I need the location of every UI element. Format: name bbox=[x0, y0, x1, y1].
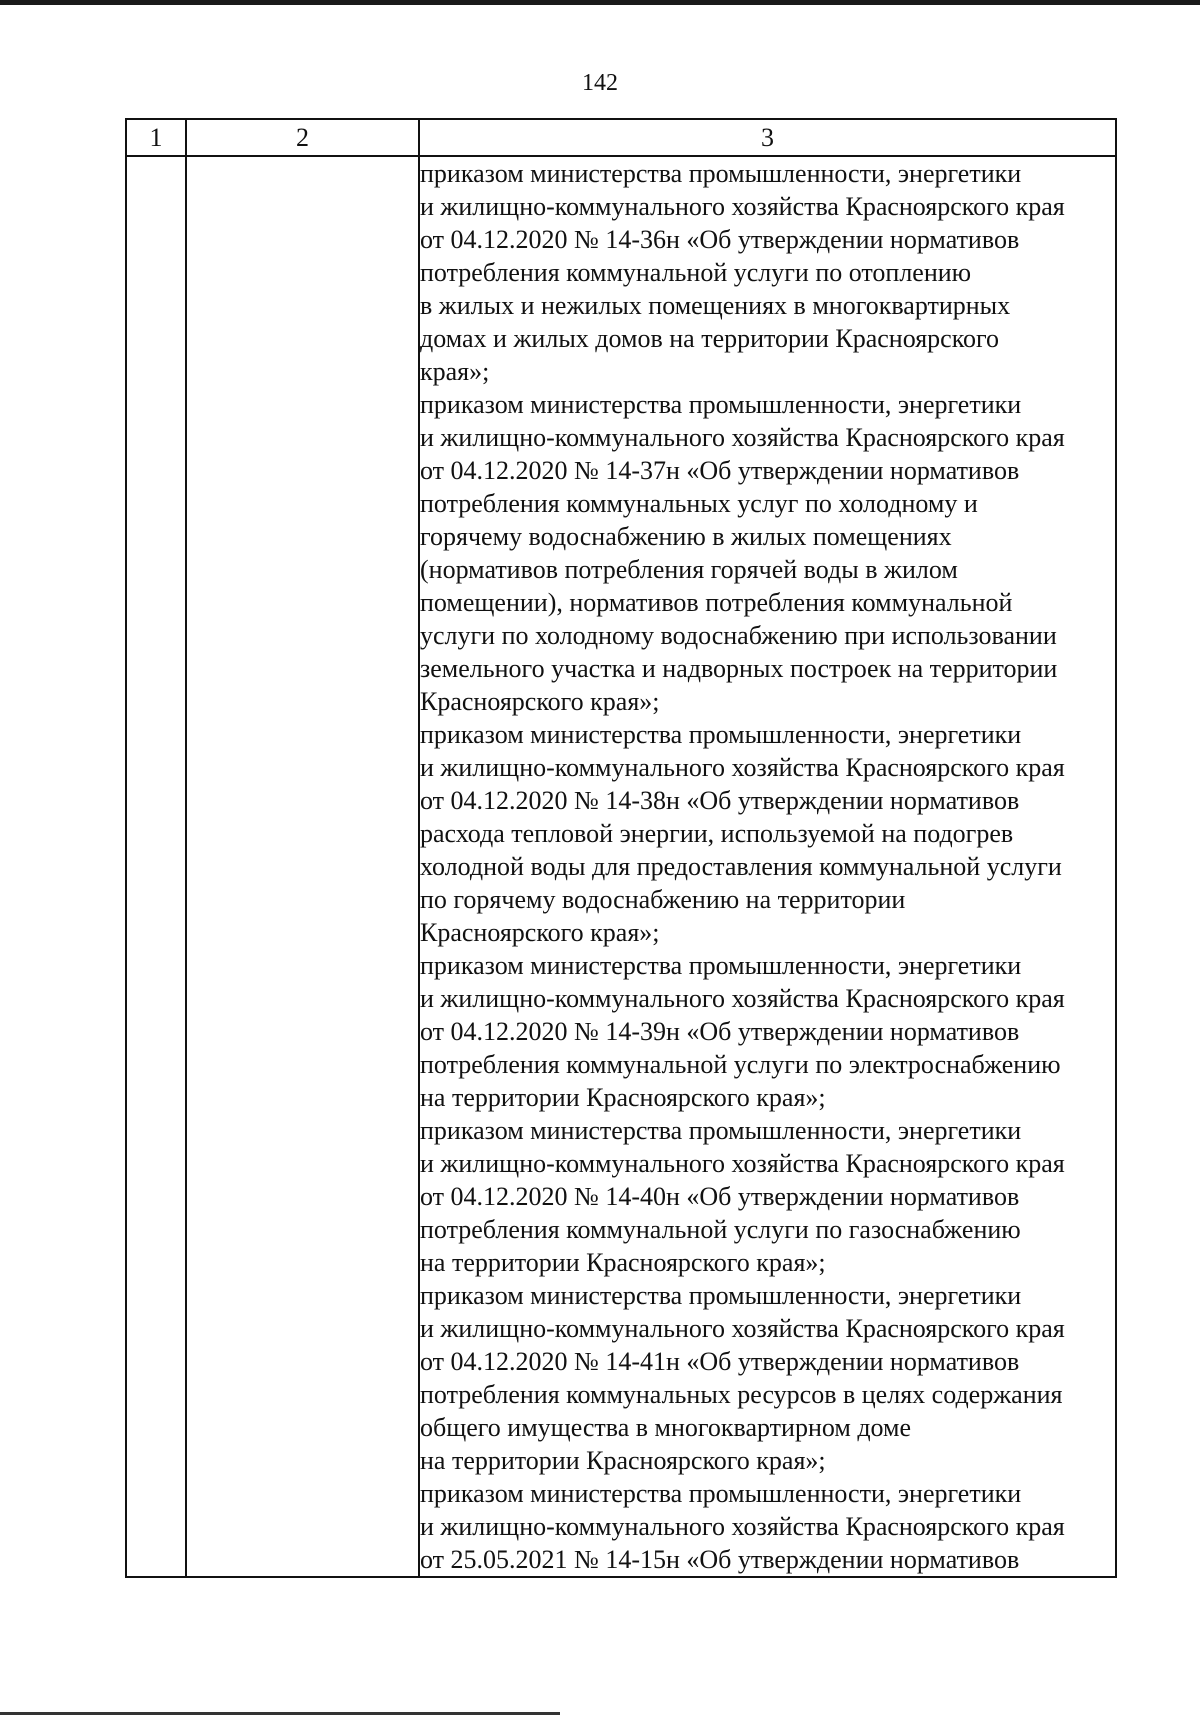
text-line: по горячему водоснабжению на территории bbox=[420, 885, 906, 914]
text-line: на территории Красноярского края»; bbox=[420, 1083, 826, 1112]
text-line: и жилищно-коммунального хозяйства Красноярского края bbox=[420, 984, 1065, 1013]
text-line: потребления коммунальной услуги по газоснабжению bbox=[420, 1215, 1021, 1244]
text-line: Красноярского края»; bbox=[420, 687, 660, 716]
text-line: от 04.12.2020 № 14-40н «Об утверждении нормативов bbox=[420, 1182, 1020, 1211]
text-line: приказом министерства промышленности, энергетики bbox=[420, 720, 1022, 749]
table-header-row bbox=[126, 119, 1116, 156]
text-line: от 04.12.2020 № 14-39н «Об утверждении нормативов bbox=[420, 1017, 1020, 1046]
text-line: услуги по холодному водоснабжению при использовании bbox=[420, 621, 1057, 650]
text-line: приказом министерства промышленности, энергетики bbox=[420, 1479, 1022, 1508]
text-line: приказом министерства промышленности, энергетики bbox=[420, 159, 1022, 188]
text-line: домах и жилых домов на территории Красноярского bbox=[420, 324, 1000, 353]
text-line: Красноярского края»; bbox=[420, 918, 660, 947]
column-header-3: 3 bbox=[419, 119, 1116, 156]
text-line: и жилищно-коммунального хозяйства Красноярского края bbox=[420, 423, 1065, 452]
text-line: приказом министерства промышленности, энергетики bbox=[420, 390, 1022, 419]
text-line: приказом министерства промышленности, энергетики bbox=[420, 1281, 1022, 1310]
column-1-cell bbox=[126, 156, 186, 1577]
text-line: от 04.12.2020 № 14-38н «Об утверждении нормативов bbox=[420, 786, 1020, 815]
column-header-2: 2 bbox=[186, 119, 419, 156]
scan-top-edge bbox=[0, 0, 1200, 5]
column-3-cell bbox=[419, 156, 1116, 1577]
text-line: потребления коммунальной услуги по отоплению bbox=[420, 258, 972, 287]
table-row bbox=[126, 156, 1116, 1577]
text-line: в жилых и нежилых помещениях в многоквартирных bbox=[420, 291, 1011, 320]
text-line: и жилищно-коммунального хозяйства Красноярского края bbox=[420, 192, 1065, 221]
text-line: расхода тепловой энергии, используемой на подогрев bbox=[420, 819, 1014, 848]
text-line: земельного участка и надворных построек на территории bbox=[420, 654, 1058, 683]
scan-bottom-edge bbox=[0, 1712, 560, 1715]
text-line: помещении), нормативов потребления коммунальной bbox=[420, 588, 1013, 617]
text-line: и жилищно-коммунального хозяйства Красноярского края bbox=[420, 1149, 1065, 1178]
text-line: потребления коммунальных ресурсов в целях содержания bbox=[420, 1380, 1063, 1409]
text-line: на территории Красноярского края»; bbox=[420, 1446, 826, 1475]
text-line: горячему водоснабжению в жилых помещениях bbox=[420, 522, 952, 551]
text-line: приказом министерства промышленности, энергетики bbox=[420, 1116, 1022, 1145]
text-line: (нормативов потребления горячей воды в жилом bbox=[420, 555, 958, 584]
text-line: и жилищно-коммунального хозяйства Красноярского края bbox=[420, 753, 1065, 782]
text-line: общего имущества в многоквартирном доме bbox=[420, 1413, 912, 1442]
text-line: от 04.12.2020 № 14-41н «Об утверждении нормативов bbox=[420, 1347, 1020, 1376]
text-line: края»; bbox=[420, 357, 490, 386]
text-line: от 04.12.2020 № 14-36н «Об утверждении нормативов bbox=[420, 225, 1020, 254]
text-line: от 25.05.2021 № 14-15н «Об утверждении нормативов bbox=[420, 1545, 1020, 1574]
text-line: от 04.12.2020 № 14-37н «Об утверждении нормативов bbox=[420, 456, 1020, 485]
column-2-cell bbox=[186, 156, 419, 1577]
text-line: и жилищно-коммунального хозяйства Красноярского края bbox=[420, 1314, 1065, 1343]
document-table bbox=[125, 118, 1117, 1578]
text-line: потребления коммунальной услуги по электроснабжению bbox=[420, 1050, 1061, 1079]
text-line: на территории Красноярского края»; bbox=[420, 1248, 826, 1277]
text-line: потребления коммунальных услуг по холодному и bbox=[420, 489, 978, 518]
page-number: 142 bbox=[582, 70, 618, 96]
column-header-1: 1 bbox=[126, 119, 186, 156]
text-line: приказом министерства промышленности, энергетики bbox=[420, 951, 1022, 980]
text-line: холодной воды для предоставления коммунальной услуги bbox=[420, 852, 1062, 881]
text-line: и жилищно-коммунального хозяйства Красноярского края bbox=[420, 1512, 1065, 1541]
